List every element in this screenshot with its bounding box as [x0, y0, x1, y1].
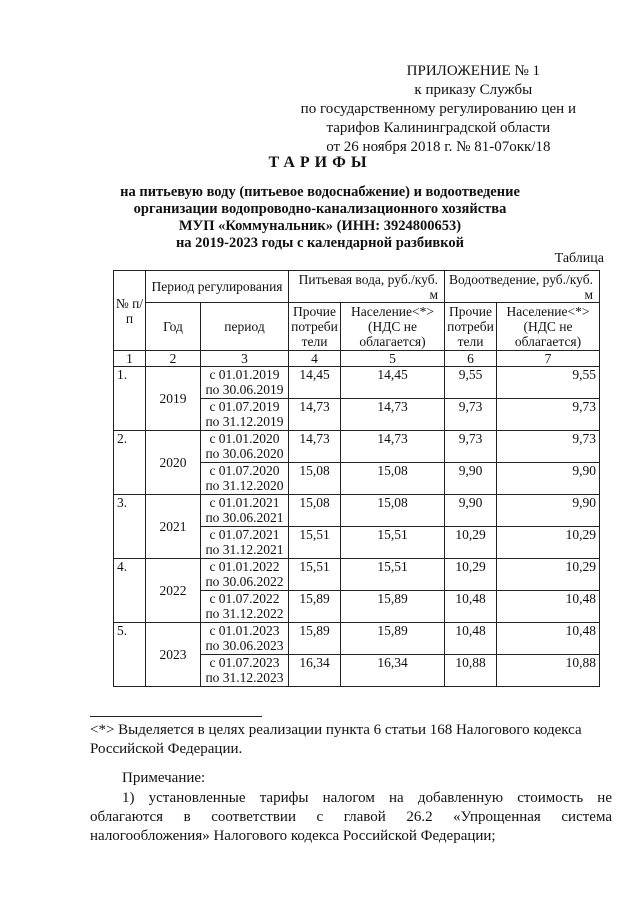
note-heading: Примечание: [122, 770, 206, 786]
waste-population-value: 9,55 [497, 367, 600, 399]
waste-other-value: 10,48 [445, 591, 497, 623]
header-water-group: Питьевая вода, руб./куб. м [289, 271, 445, 303]
header-water-population: Население<*> (НДС не облагается) [341, 303, 445, 351]
document-subtitle-3: МУП «Коммунальник» (ИНН: 3924800653) [178, 218, 462, 234]
waste-population-value: 9,90 [497, 463, 600, 495]
table-row [114, 623, 600, 655]
row-period: с 01.07.2022 по 31.12.2022 [201, 591, 289, 623]
header-year: Год [146, 303, 201, 351]
water-other-value: 14,73 [289, 399, 341, 431]
water-other-value: 16,34 [289, 655, 341, 687]
row-year: 2020 [146, 431, 201, 495]
header-period-group: Период регулирования [146, 271, 289, 303]
waste-population-value: 10,29 [497, 559, 600, 591]
water-other-value: 15,89 [289, 591, 341, 623]
row-year: 2021 [146, 495, 201, 559]
row-period: с 01.01.2021 по 30.06.2021 [201, 495, 289, 527]
appendix-header [301, 62, 576, 157]
col-index: 4 [289, 351, 341, 367]
water-other-value: 14,73 [289, 431, 341, 463]
col-index: 3 [201, 351, 289, 367]
col-index: 7 [497, 351, 600, 367]
footnote: <*> Выделяется в целях реализации пункта 6 статьи 168 Налогового кодекса Российской Федерации. [90, 722, 582, 757]
header-period: период [201, 303, 289, 351]
water-other-value: 15,08 [289, 463, 341, 495]
appendix-agency: по государственному регулированию цен и [300, 101, 576, 117]
appendix-order-ref: к приказу Службы [414, 82, 533, 98]
waste-population-value: 10,88 [497, 655, 600, 687]
waste-other-value: 10,48 [445, 623, 497, 655]
row-period: с 01.07.2021 по 31.12.2021 [201, 527, 289, 559]
col-index: 1 [114, 351, 146, 367]
row-year: 2022 [146, 559, 201, 623]
note-item-1: 1) установленные тарифы налогом на добавленную стоимость не облагаются в соответствии с главой 26.2 «Упрощенная система налогообложения» Налогового кодекса Российской Федерации; [90, 790, 612, 844]
waste-other-value: 9,90 [445, 495, 497, 527]
water-population-value: 15,51 [341, 559, 445, 591]
waste-population-value: 9,73 [497, 399, 600, 431]
water-population-value: 15,89 [341, 591, 445, 623]
table-row [114, 495, 600, 527]
waste-other-value: 9,55 [445, 367, 497, 399]
row-number: 4. [114, 559, 146, 623]
row-period: с 01.07.2023 по 31.12.2023 [201, 655, 289, 687]
header-num: № п/п [114, 271, 146, 351]
row-period: с 01.01.2020 по 30.06.2020 [201, 431, 289, 463]
water-population-value: 16,34 [341, 655, 445, 687]
water-other-value: 15,51 [289, 559, 341, 591]
row-period: с 01.01.2019 по 30.06.2019 [201, 367, 289, 399]
waste-other-value: 10,29 [445, 527, 497, 559]
water-population-value: 15,08 [341, 495, 445, 527]
waste-other-value: 9,73 [445, 431, 497, 463]
row-number: 1. [114, 367, 146, 431]
header-water-other: Прочие потреби тели [289, 303, 341, 351]
waste-other-value: 10,29 [445, 559, 497, 591]
table-label: Таблица [554, 251, 604, 266]
document-subtitle-1: на питьевую воду (питьевое водоснабжение) и водоотведение [120, 184, 520, 200]
water-population-value: 14,73 [341, 431, 445, 463]
water-population-value: 15,08 [341, 463, 445, 495]
document-subtitle-4: на 2019-2023 годы с календарной разбивкой [175, 235, 465, 251]
col-index: 2 [146, 351, 201, 367]
water-population-value: 15,51 [341, 527, 445, 559]
col-index: 6 [445, 351, 497, 367]
footnote-divider [90, 716, 262, 717]
water-population-value: 14,45 [341, 367, 445, 399]
water-other-value: 15,89 [289, 623, 341, 655]
waste-population-value: 10,29 [497, 527, 600, 559]
row-year: 2023 [146, 623, 201, 687]
water-population-value: 14,73 [341, 399, 445, 431]
header-waste-population: Население<*> (НДС не облагается) [497, 303, 600, 351]
waste-population-value: 9,73 [497, 431, 600, 463]
water-other-value: 15,08 [289, 495, 341, 527]
waste-population-value: 10,48 [497, 623, 600, 655]
waste-population-value: 10,48 [497, 591, 600, 623]
appendix-title: ПРИЛОЖЕНИЕ № 1 [406, 63, 541, 79]
waste-population-value: 9,90 [497, 495, 600, 527]
col-index: 5 [341, 351, 445, 367]
table-row [114, 431, 600, 463]
appendix-agency-2: тарифов Калининградской области [326, 120, 551, 136]
document-title: ТАРИФЫ [268, 154, 372, 171]
row-number: 5. [114, 623, 146, 687]
table-row [114, 367, 600, 399]
table-row [114, 559, 600, 591]
appendix-date: от 26 ноября 2018 г. № 81-07окк/18 [326, 139, 551, 155]
water-other-value: 15,51 [289, 527, 341, 559]
document-subtitle-2: организации водопроводно-канализационного хозяйства [133, 201, 507, 217]
row-period: с 01.07.2019 по 31.12.2019 [201, 399, 289, 431]
row-period: с 01.01.2022 по 30.06.2022 [201, 559, 289, 591]
row-period: с 01.07.2020 по 31.12.2020 [201, 463, 289, 495]
water-population-value: 15,89 [341, 623, 445, 655]
row-year: 2019 [146, 367, 201, 431]
row-period: с 01.01.2023 по 30.06.2023 [201, 623, 289, 655]
row-number: 2. [114, 431, 146, 495]
waste-other-value: 9,73 [445, 399, 497, 431]
tariff-table [113, 270, 600, 687]
waste-other-value: 10,88 [445, 655, 497, 687]
header-waste-group: Водоотведение, руб./куб. м [445, 271, 600, 303]
water-other-value: 14,45 [289, 367, 341, 399]
row-number: 3. [114, 495, 146, 559]
header-waste-other: Прочие потреби тели [445, 303, 497, 351]
waste-other-value: 9,90 [445, 463, 497, 495]
